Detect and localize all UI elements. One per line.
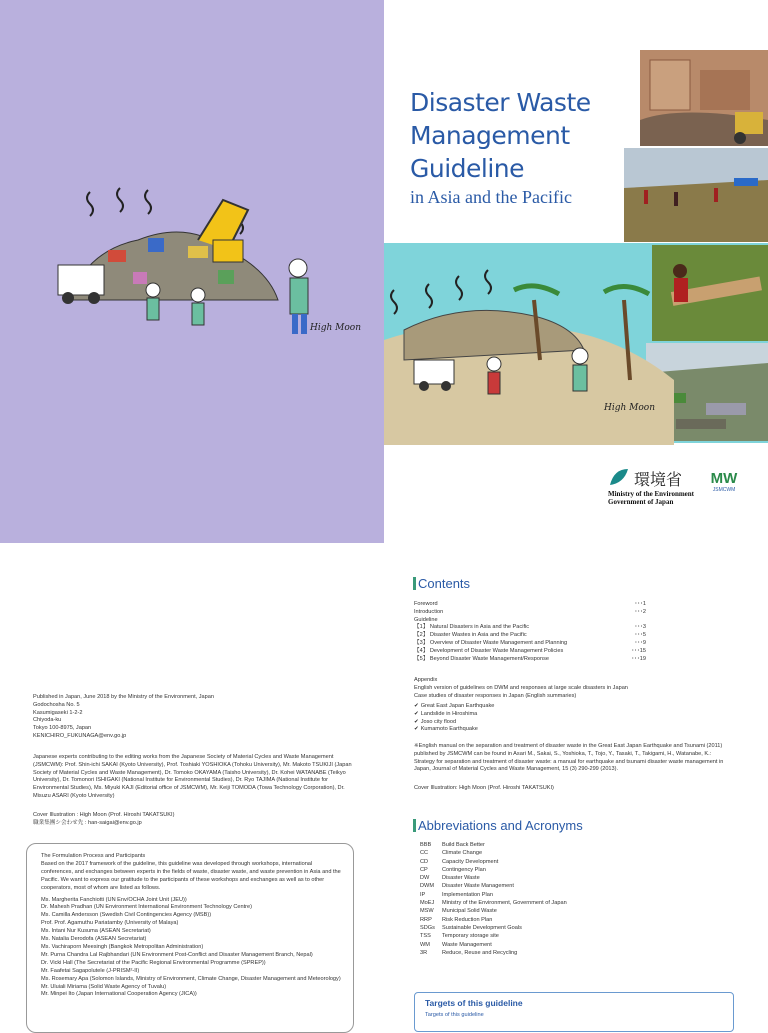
jsmcwm-label: JSMCWM bbox=[712, 487, 736, 493]
participant-item: Ms. Camilla Andersson (Swedish Civil Contingencies Agency (MSB)) bbox=[41, 912, 212, 919]
abbr-row: CP Contingency Plan bbox=[420, 866, 486, 873]
participants-intro: Based on the 2017 framework of the guideline, this guideline was developed through workshops, international conferences, and exchanges between experts in the fields of waste, disaster waste, and waste prevention in Asia and the Pacific. We want to express our gratitude to the participants of these workshops and exchanges as well as to other cooperators, most of whom are listed as follows. bbox=[41, 860, 341, 891]
participant-item: Mr. Faafetai Sagapolutele (J-PRISM²-II) bbox=[41, 967, 140, 974]
case-study-list bbox=[414, 703, 614, 734]
jsmcwm-mark: MW bbox=[710, 470, 738, 487]
illustration-credit: Cover Illustration : High Moon (Prof. Hiroshi TAKATSUKI) 職業集團シ会わせ先 : han-saigai@env.go.jp bbox=[33, 812, 175, 826]
participant-item: Ms. Margherita Fanchiotti (UN Env/OCHA Joint Unit (JEU)) bbox=[41, 896, 187, 903]
illustrator-signature-2: High Moon bbox=[604, 403, 655, 413]
participant-item: Dr. Vicki Hall (The Secretariat of the Pacific Regional Environmental Programme (SPREP)) bbox=[41, 959, 266, 966]
pub-line: Chiyoda-ku bbox=[33, 717, 62, 724]
title-line-1: Disaster Waste bbox=[410, 88, 591, 117]
abbr-row: BBB Build Back Better bbox=[420, 842, 485, 848]
participant-item: Mr. Uluiali Miriama (Solid Waste Agency of Tuvalu) bbox=[41, 983, 167, 990]
photo-crowd-field bbox=[624, 148, 768, 242]
appendix: Appendix English version of guidelines on DWM and responses at large scale disasters in Japan Case studies of disaster responses in Japan (English summaries) bbox=[414, 677, 628, 699]
moe-en-line-1: Ministry of the Environment bbox=[608, 490, 695, 498]
pub-line: Tokyo 100-8975, Japan bbox=[33, 725, 92, 732]
moe-leaf-icon bbox=[608, 467, 630, 487]
abbreviation-list bbox=[420, 841, 720, 957]
toc-item[interactable]: 【2】 Disaster Wastes in Asia and the Pacific ･･･5 bbox=[414, 632, 646, 639]
participant-item: Ms. Rosemary Apa (Solomon Islands, Ministry of Environment, Climate Change, Disaster Management and Meteorology) bbox=[41, 975, 341, 982]
toc-item[interactable]: 【4】 Development of Disaster Waste Management Policies ･･･15 bbox=[414, 647, 646, 654]
abbr-row: MSW Municipal Solid Waste bbox=[420, 908, 497, 915]
abbr-row: CD Capacity Development bbox=[420, 858, 499, 865]
toc-item[interactable]: 【1】 Natural Disasters in Asia and the Pacific ･･･3 bbox=[414, 624, 646, 631]
pub-line: Kasumigaseki 1-2-2 bbox=[33, 709, 83, 716]
moe-en-line-2: Government of Japan bbox=[608, 498, 674, 506]
abbr-row: 3R Reduce, Reuse and Recycling bbox=[420, 949, 518, 956]
toc-item[interactable]: 【3】 Overview of Disaster Waste Management and Planning ･･･9 bbox=[414, 639, 646, 646]
title-line-3: Guideline bbox=[410, 154, 525, 183]
targets-heading: Targets of this guideline bbox=[425, 998, 523, 1008]
jsmcwm-logo bbox=[704, 470, 744, 493]
manual-note: ※English manual on the separation and treatment of disaster waste in the Great East Japan Earthquake and Tsunami (2011) published by JSMCWM can be found in Asari M., Sakai, S., Yoshioka, T., Tojo, Y., Tasaki, T., Takigami, H., Watanabe, K.: Strategy for separation and treatment of disaster waste: a manual for earthquake and tsunami disaster waste management in Japan, Journal of Material Cycles and Waste Management, 15 (3) 290-299 (2013). bbox=[414, 743, 724, 773]
abbr-row: SDGs Sustainable Development Goals bbox=[420, 924, 522, 931]
disaster-site-illustration-icon bbox=[384, 260, 674, 445]
targets-text: Targets of this guideline bbox=[425, 1012, 484, 1018]
contents-heading: Contents bbox=[413, 576, 470, 591]
pub-line: Godochosha No. 5 bbox=[33, 701, 80, 708]
toc-item[interactable]: Foreword ･･･1 bbox=[414, 601, 646, 607]
abbr-row: IP Implementation Plan bbox=[420, 891, 493, 898]
check-icon: ✔ bbox=[414, 726, 419, 733]
participant-item: Ms. Intani Nur Kusuma (ASEAN Secretariat) bbox=[41, 928, 151, 935]
toc-item[interactable]: Guideline bbox=[414, 616, 438, 623]
abbreviations-heading: Abbreviations and Acronyms bbox=[413, 818, 583, 833]
abbr-row: TSS Temporary storage site bbox=[420, 933, 499, 940]
title-line-2: Management bbox=[410, 121, 570, 150]
participant-item: Prof. Prof. Agamuthu Pariatamby (University of Malaya) bbox=[41, 920, 179, 927]
pub-line: Published in Japan, June 2018 by the Ministry of the Environment, Japan bbox=[33, 694, 214, 700]
participants-title: The Formulation Process and Participants bbox=[41, 853, 146, 859]
illustrator-signature: High Moon bbox=[310, 323, 361, 333]
front-cover bbox=[384, 0, 768, 543]
cleanup-illustration-icon bbox=[48, 180, 361, 360]
case-item: ✔ Kumamoto Earthquake bbox=[414, 726, 478, 733]
cover-title bbox=[410, 86, 591, 208]
targets-box bbox=[414, 992, 734, 1032]
participant-item: Dr. Mahesh Pradhan (UN Environment International Environment Technology Centre) bbox=[41, 904, 253, 911]
toc-item[interactable]: 【5】 Beyond Disaster Waste Management/Response ･･･19 bbox=[414, 655, 646, 662]
abbr-row: MoEJ Ministry of the Environment, Government of Japan bbox=[420, 900, 567, 907]
case-item: ✔ Landslide in Hiroshima bbox=[414, 710, 478, 717]
experts-paragraph: Japanese experts contributing to the editing works from the Japanese Society of Material Cycles and Waste Management (JSMCWM): Prof. Shin-ichi SAKAI (Kyoto University), Prof. Toshiaki YOSHIOKA (Tohoku University), Mr. Makoto TSUKIJI (Japan Society of Material Cycles and Waste Management), Dr. Tomoko OKAYAMA (Taisho University), Dr. Kohei WATANABE (Teikyo University), Dr. Tomonori ISHIGAKI (National Institute for Environmental Studies), Dr. Ryo TAJIMA (National Institute for Environmental Studies), Ms. Miyuki KAJI (Editorial office of JSMCWM), Mr. Keiji TOMODA (Towa Technology Corporation), Dr. Misuzu ASARI (Kyoto University) bbox=[33, 754, 352, 799]
case-item: ✔ Great East Japan Earthquake bbox=[414, 703, 495, 709]
case-item: ✔ Joso city flood bbox=[414, 718, 457, 725]
participants-box bbox=[26, 843, 354, 1033]
participant-item: Ms. Natalia Derodofa (ASEAN Secretariat) bbox=[41, 936, 147, 943]
participant-item: Mr. Purna Chandra Lal Rajbhandari (UN Environment Post-Conflict and Disaster Management Branch, Nepal) bbox=[41, 951, 313, 958]
participant-item: Ms. Vachiraporn Meesingh (Bangkok Metropolitan Administration) bbox=[41, 943, 204, 950]
back-cover bbox=[0, 0, 384, 543]
check-icon: ✔ bbox=[414, 710, 419, 717]
check-icon: ✔ bbox=[414, 718, 419, 725]
check-icon: ✔ bbox=[414, 703, 419, 709]
abbr-row: RRP Risk Reduction Plan bbox=[420, 916, 493, 923]
toc-item[interactable]: Introduction ･･･2 bbox=[414, 608, 646, 615]
pub-email: KENICHIRO_FUKUNAGA@env.go.jp bbox=[33, 732, 127, 739]
photo-collapsed-buildings bbox=[640, 50, 768, 146]
abbr-row: WM Waste Management bbox=[420, 941, 492, 948]
publication-info bbox=[33, 694, 353, 741]
moe-jp-name: 環境省 bbox=[634, 470, 683, 489]
cover-subtitle: in Asia and the Pacific bbox=[410, 187, 572, 207]
cover-credit: Cover Illustration: High Moon (Prof. Hiroshi TAKATSUKI) bbox=[414, 785, 554, 791]
abbr-row: CC Climate Change bbox=[420, 850, 483, 857]
table-of-contents bbox=[414, 601, 646, 663]
participant-item: Mr. Minpei Ito (Japan International Cooperation Agency (JICA)) bbox=[41, 991, 197, 998]
abbr-row: DW Disaster Waste bbox=[420, 875, 480, 882]
abbr-row: DWM Disaster Waste Management bbox=[420, 883, 514, 890]
moe-logo bbox=[608, 467, 698, 506]
